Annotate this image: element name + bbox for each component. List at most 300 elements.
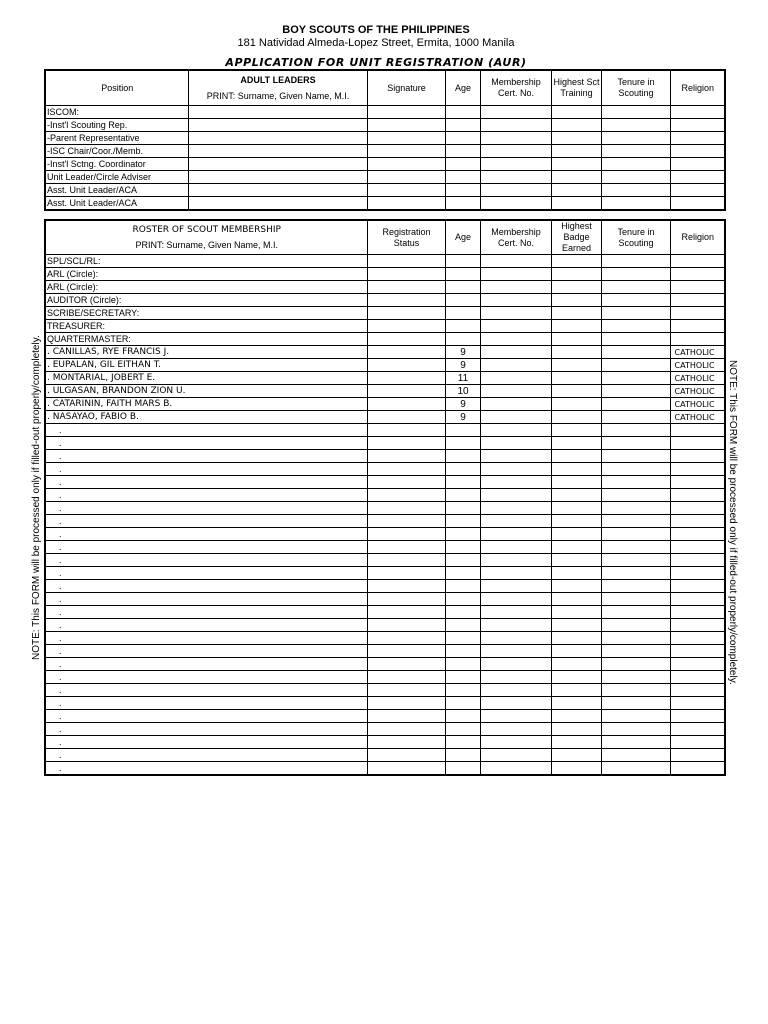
membership-field[interactable]: [480, 515, 551, 528]
training-field[interactable]: [551, 145, 601, 158]
tenure-field[interactable]: [601, 658, 670, 671]
age-field[interactable]: [445, 554, 480, 567]
signature-field[interactable]: [367, 158, 445, 171]
age-field[interactable]: [445, 437, 480, 450]
religion-field[interactable]: [670, 268, 725, 281]
tenure-field[interactable]: [601, 385, 670, 398]
membership-field[interactable]: [480, 255, 551, 268]
age-field[interactable]: [445, 762, 480, 776]
training-field[interactable]: [551, 119, 601, 132]
tenure-field[interactable]: [601, 294, 670, 307]
age-field[interactable]: [445, 567, 480, 580]
badge-field[interactable]: [551, 580, 601, 593]
membership-field[interactable]: [480, 411, 551, 424]
membership-field[interactable]: [480, 158, 551, 171]
age-field[interactable]: [445, 255, 480, 268]
tenure-field[interactable]: [601, 502, 670, 515]
age-field[interactable]: [445, 333, 480, 346]
scout-name-field[interactable]: .: [45, 619, 367, 632]
age-field[interactable]: [445, 307, 480, 320]
membership-field[interactable]: [480, 268, 551, 281]
membership-field[interactable]: [480, 119, 551, 132]
membership-field[interactable]: [480, 359, 551, 372]
tenure-field[interactable]: [601, 476, 670, 489]
registration-status-field[interactable]: [367, 476, 445, 489]
religion-field[interactable]: [670, 710, 725, 723]
badge-field[interactable]: [551, 541, 601, 554]
scout-name-field[interactable]: . NASAYAO, FABIO B.: [45, 411, 367, 424]
tenure-field[interactable]: [601, 255, 670, 268]
registration-status-field[interactable]: [367, 697, 445, 710]
membership-field[interactable]: [480, 554, 551, 567]
age-field[interactable]: 10: [445, 385, 480, 398]
badge-field[interactable]: [551, 502, 601, 515]
scout-name-field[interactable]: .: [45, 606, 367, 619]
membership-field[interactable]: [480, 171, 551, 184]
religion-field[interactable]: [670, 697, 725, 710]
age-field[interactable]: [445, 632, 480, 645]
age-field[interactable]: [445, 132, 480, 145]
badge-field[interactable]: [551, 307, 601, 320]
age-field[interactable]: [445, 541, 480, 554]
religion-field[interactable]: [670, 463, 725, 476]
religion-field[interactable]: [670, 528, 725, 541]
religion-field[interactable]: [670, 736, 725, 749]
registration-status-field[interactable]: [367, 502, 445, 515]
badge-field[interactable]: [551, 697, 601, 710]
leader-name-field[interactable]: [188, 106, 367, 119]
religion-field[interactable]: [670, 171, 725, 184]
membership-field[interactable]: [480, 372, 551, 385]
membership-field[interactable]: [480, 684, 551, 697]
age-field[interactable]: [445, 145, 480, 158]
leader-name-field[interactable]: [188, 145, 367, 158]
registration-status-field[interactable]: [367, 437, 445, 450]
registration-status-field[interactable]: [367, 567, 445, 580]
badge-field[interactable]: [551, 554, 601, 567]
membership-field[interactable]: [480, 580, 551, 593]
tenure-field[interactable]: [601, 268, 670, 281]
age-field[interactable]: [445, 619, 480, 632]
registration-status-field[interactable]: [367, 645, 445, 658]
age-field[interactable]: [445, 106, 480, 119]
registration-status-field[interactable]: [367, 593, 445, 606]
tenure-field[interactable]: [601, 320, 670, 333]
registration-status-field[interactable]: [367, 307, 445, 320]
badge-field[interactable]: [551, 567, 601, 580]
registration-status-field[interactable]: [367, 762, 445, 776]
scout-name-field[interactable]: .: [45, 632, 367, 645]
scout-name-field[interactable]: .: [45, 489, 367, 502]
tenure-field[interactable]: [601, 106, 670, 119]
membership-field[interactable]: [480, 463, 551, 476]
training-field[interactable]: [551, 106, 601, 119]
membership-field[interactable]: [480, 333, 551, 346]
scout-name-field[interactable]: .: [45, 580, 367, 593]
age-field[interactable]: [445, 593, 480, 606]
religion-field[interactable]: [670, 541, 725, 554]
registration-status-field[interactable]: [367, 424, 445, 437]
age-field[interactable]: [445, 658, 480, 671]
membership-field[interactable]: [480, 606, 551, 619]
tenure-field[interactable]: [601, 372, 670, 385]
badge-field[interactable]: [551, 749, 601, 762]
leader-name-field[interactable]: [188, 158, 367, 171]
scout-name-field[interactable]: . EUPALAN, GIL EITHAN T.: [45, 359, 367, 372]
religion-field[interactable]: [670, 333, 725, 346]
tenure-field[interactable]: [601, 684, 670, 697]
signature-field[interactable]: [367, 184, 445, 197]
signature-field[interactable]: [367, 132, 445, 145]
registration-status-field[interactable]: [367, 658, 445, 671]
membership-field[interactable]: [480, 528, 551, 541]
age-field[interactable]: [445, 671, 480, 684]
membership-field[interactable]: [480, 437, 551, 450]
registration-status-field[interactable]: [367, 541, 445, 554]
scout-name-field[interactable]: AUDITOR (Circle):: [45, 294, 367, 307]
membership-field[interactable]: [480, 132, 551, 145]
membership-field[interactable]: [480, 476, 551, 489]
age-field[interactable]: [445, 736, 480, 749]
scout-name-field[interactable]: SCRIBE/SECRETARY:: [45, 307, 367, 320]
badge-field[interactable]: [551, 593, 601, 606]
religion-field[interactable]: [670, 606, 725, 619]
registration-status-field[interactable]: [367, 255, 445, 268]
registration-status-field[interactable]: [367, 489, 445, 502]
age-field[interactable]: [445, 171, 480, 184]
registration-status-field[interactable]: [367, 619, 445, 632]
religion-field[interactable]: [670, 567, 725, 580]
tenure-field[interactable]: [601, 450, 670, 463]
scout-name-field[interactable]: .: [45, 554, 367, 567]
membership-field[interactable]: [480, 710, 551, 723]
scout-name-field[interactable]: .: [45, 567, 367, 580]
religion-field[interactable]: [670, 502, 725, 515]
scout-name-field[interactable]: ARL (Circle):: [45, 268, 367, 281]
scout-name-field[interactable]: .: [45, 762, 367, 776]
scout-name-field[interactable]: .: [45, 437, 367, 450]
scout-name-field[interactable]: TREASURER:: [45, 320, 367, 333]
age-field[interactable]: [445, 424, 480, 437]
scout-name-field[interactable]: . ULGASAN, BRANDON ZION U.: [45, 385, 367, 398]
tenure-field[interactable]: [601, 281, 670, 294]
badge-field[interactable]: [551, 723, 601, 736]
age-field[interactable]: [445, 463, 480, 476]
membership-field[interactable]: [480, 645, 551, 658]
religion-field[interactable]: [670, 424, 725, 437]
scout-name-field[interactable]: .: [45, 645, 367, 658]
membership-field[interactable]: [480, 307, 551, 320]
registration-status-field[interactable]: [367, 463, 445, 476]
scout-name-field[interactable]: .: [45, 515, 367, 528]
tenure-field[interactable]: [601, 723, 670, 736]
age-field[interactable]: [445, 476, 480, 489]
badge-field[interactable]: [551, 359, 601, 372]
membership-field[interactable]: [480, 450, 551, 463]
scout-name-field[interactable]: .: [45, 658, 367, 671]
scout-name-field[interactable]: .: [45, 528, 367, 541]
religion-field[interactable]: [670, 723, 725, 736]
registration-status-field[interactable]: [367, 749, 445, 762]
religion-field[interactable]: [670, 132, 725, 145]
badge-field[interactable]: [551, 255, 601, 268]
scout-name-field[interactable]: .: [45, 424, 367, 437]
signature-field[interactable]: [367, 106, 445, 119]
age-field[interactable]: [445, 710, 480, 723]
age-field[interactable]: [445, 119, 480, 132]
tenure-field[interactable]: [601, 359, 670, 372]
badge-field[interactable]: [551, 372, 601, 385]
registration-status-field[interactable]: [367, 372, 445, 385]
badge-field[interactable]: [551, 632, 601, 645]
signature-field[interactable]: [367, 145, 445, 158]
tenure-field[interactable]: [601, 424, 670, 437]
membership-field[interactable]: [480, 184, 551, 197]
membership-field[interactable]: [480, 145, 551, 158]
religion-field[interactable]: [670, 554, 725, 567]
scout-name-field[interactable]: .: [45, 710, 367, 723]
scout-name-field[interactable]: . CANILLAS, RYE FRANCIS J.: [45, 346, 367, 359]
age-field[interactable]: [445, 281, 480, 294]
badge-field[interactable]: [551, 684, 601, 697]
registration-status-field[interactable]: [367, 515, 445, 528]
training-field[interactable]: [551, 197, 601, 211]
badge-field[interactable]: [551, 268, 601, 281]
training-field[interactable]: [551, 171, 601, 184]
scout-name-field[interactable]: .: [45, 476, 367, 489]
age-field[interactable]: [445, 580, 480, 593]
membership-field[interactable]: [480, 502, 551, 515]
religion-field[interactable]: [670, 619, 725, 632]
religion-field[interactable]: [670, 437, 725, 450]
badge-field[interactable]: [551, 437, 601, 450]
religion-field[interactable]: [670, 749, 725, 762]
tenure-field[interactable]: [601, 489, 670, 502]
leader-name-field[interactable]: [188, 197, 367, 211]
religion-field[interactable]: [670, 671, 725, 684]
membership-field[interactable]: [480, 723, 551, 736]
scout-name-field[interactable]: .: [45, 749, 367, 762]
age-field[interactable]: [445, 320, 480, 333]
registration-status-field[interactable]: [367, 320, 445, 333]
tenure-field[interactable]: [601, 528, 670, 541]
religion-field[interactable]: [670, 197, 725, 211]
leader-name-field[interactable]: [188, 171, 367, 184]
tenure-field[interactable]: [601, 710, 670, 723]
religion-field[interactable]: [670, 294, 725, 307]
religion-field[interactable]: [670, 255, 725, 268]
registration-status-field[interactable]: [367, 528, 445, 541]
membership-field[interactable]: [480, 567, 551, 580]
registration-status-field[interactable]: [367, 333, 445, 346]
leader-name-field[interactable]: [188, 119, 367, 132]
tenure-field[interactable]: [601, 736, 670, 749]
badge-field[interactable]: [551, 281, 601, 294]
age-field[interactable]: [445, 158, 480, 171]
badge-field[interactable]: [551, 619, 601, 632]
registration-status-field[interactable]: [367, 684, 445, 697]
scout-name-field[interactable]: .: [45, 723, 367, 736]
membership-field[interactable]: [480, 632, 551, 645]
tenure-field[interactable]: [601, 762, 670, 776]
badge-field[interactable]: [551, 515, 601, 528]
training-field[interactable]: [551, 158, 601, 171]
badge-field[interactable]: [551, 645, 601, 658]
membership-field[interactable]: [480, 749, 551, 762]
training-field[interactable]: [551, 184, 601, 197]
religion-field[interactable]: CATHOLIC: [670, 346, 725, 359]
scout-name-field[interactable]: .: [45, 541, 367, 554]
membership-field[interactable]: [480, 593, 551, 606]
scout-name-field[interactable]: . MONTARIAL, JOBERT E.: [45, 372, 367, 385]
membership-field[interactable]: [480, 106, 551, 119]
badge-field[interactable]: [551, 476, 601, 489]
registration-status-field[interactable]: [367, 671, 445, 684]
tenure-field[interactable]: [601, 437, 670, 450]
tenure-field[interactable]: [601, 554, 670, 567]
registration-status-field[interactable]: [367, 710, 445, 723]
registration-status-field[interactable]: [367, 736, 445, 749]
badge-field[interactable]: [551, 333, 601, 346]
age-field[interactable]: [445, 489, 480, 502]
scout-name-field[interactable]: .: [45, 463, 367, 476]
membership-field[interactable]: [480, 424, 551, 437]
tenure-field[interactable]: [601, 619, 670, 632]
membership-field[interactable]: [480, 489, 551, 502]
signature-field[interactable]: [367, 119, 445, 132]
badge-field[interactable]: [551, 489, 601, 502]
badge-field[interactable]: [551, 411, 601, 424]
age-field[interactable]: [445, 197, 480, 211]
age-field[interactable]: [445, 606, 480, 619]
membership-field[interactable]: [480, 541, 551, 554]
tenure-field[interactable]: [601, 346, 670, 359]
scout-name-field[interactable]: SPL/SCL/RL:: [45, 255, 367, 268]
religion-field[interactable]: [670, 632, 725, 645]
religion-field[interactable]: [670, 515, 725, 528]
training-field[interactable]: [551, 132, 601, 145]
religion-field[interactable]: CATHOLIC: [670, 411, 725, 424]
religion-field[interactable]: [670, 450, 725, 463]
tenure-field[interactable]: [601, 671, 670, 684]
badge-field[interactable]: [551, 528, 601, 541]
membership-field[interactable]: [480, 398, 551, 411]
age-field[interactable]: [445, 184, 480, 197]
membership-field[interactable]: [480, 736, 551, 749]
tenure-field[interactable]: [601, 184, 670, 197]
age-field[interactable]: [445, 515, 480, 528]
age-field[interactable]: [445, 723, 480, 736]
religion-field[interactable]: CATHOLIC: [670, 372, 725, 385]
religion-field[interactable]: [670, 119, 725, 132]
badge-field[interactable]: [551, 606, 601, 619]
tenure-field[interactable]: [601, 463, 670, 476]
scout-name-field[interactable]: .: [45, 684, 367, 697]
membership-field[interactable]: [480, 294, 551, 307]
tenure-field[interactable]: [601, 632, 670, 645]
religion-field[interactable]: [670, 593, 725, 606]
membership-field[interactable]: [480, 346, 551, 359]
tenure-field[interactable]: [601, 606, 670, 619]
membership-field[interactable]: [480, 658, 551, 671]
scout-name-field[interactable]: .: [45, 593, 367, 606]
religion-field[interactable]: [670, 158, 725, 171]
badge-field[interactable]: [551, 450, 601, 463]
badge-field[interactable]: [551, 671, 601, 684]
religion-field[interactable]: [670, 145, 725, 158]
tenure-field[interactable]: [601, 171, 670, 184]
membership-field[interactable]: [480, 697, 551, 710]
registration-status-field[interactable]: [367, 398, 445, 411]
membership-field[interactable]: [480, 619, 551, 632]
tenure-field[interactable]: [601, 307, 670, 320]
membership-field[interactable]: [480, 385, 551, 398]
tenure-field[interactable]: [601, 119, 670, 132]
age-field[interactable]: [445, 684, 480, 697]
tenure-field[interactable]: [601, 197, 670, 211]
religion-field[interactable]: [670, 489, 725, 502]
scout-name-field[interactable]: .: [45, 697, 367, 710]
tenure-field[interactable]: [601, 593, 670, 606]
religion-field[interactable]: [670, 658, 725, 671]
badge-field[interactable]: [551, 736, 601, 749]
age-field[interactable]: [445, 528, 480, 541]
age-field[interactable]: [445, 294, 480, 307]
age-field[interactable]: 9: [445, 346, 480, 359]
tenure-field[interactable]: [601, 645, 670, 658]
religion-field[interactable]: CATHOLIC: [670, 385, 725, 398]
registration-status-field[interactable]: [367, 606, 445, 619]
age-field[interactable]: [445, 502, 480, 515]
membership-field[interactable]: [480, 762, 551, 776]
religion-field[interactable]: [670, 762, 725, 776]
leader-name-field[interactable]: [188, 184, 367, 197]
religion-field[interactable]: [670, 184, 725, 197]
religion-field[interactable]: [670, 645, 725, 658]
age-field[interactable]: [445, 749, 480, 762]
registration-status-field[interactable]: [367, 554, 445, 567]
tenure-field[interactable]: [601, 132, 670, 145]
age-field[interactable]: 9: [445, 398, 480, 411]
registration-status-field[interactable]: [367, 346, 445, 359]
age-field[interactable]: [445, 697, 480, 710]
age-field[interactable]: [445, 450, 480, 463]
religion-field[interactable]: [670, 684, 725, 697]
religion-field[interactable]: [670, 476, 725, 489]
badge-field[interactable]: [551, 424, 601, 437]
scout-name-field[interactable]: QUARTERMASTER:: [45, 333, 367, 346]
membership-field[interactable]: [480, 281, 551, 294]
tenure-field[interactable]: [601, 145, 670, 158]
religion-field[interactable]: [670, 307, 725, 320]
registration-status-field[interactable]: [367, 294, 445, 307]
registration-status-field[interactable]: [367, 450, 445, 463]
badge-field[interactable]: [551, 385, 601, 398]
registration-status-field[interactable]: [367, 359, 445, 372]
registration-status-field[interactable]: [367, 580, 445, 593]
membership-field[interactable]: [480, 197, 551, 211]
registration-status-field[interactable]: [367, 632, 445, 645]
tenure-field[interactable]: [601, 580, 670, 593]
tenure-field[interactable]: [601, 411, 670, 424]
tenure-field[interactable]: [601, 697, 670, 710]
scout-name-field[interactable]: . CATARININ, FAITH MARS B.: [45, 398, 367, 411]
religion-field[interactable]: [670, 320, 725, 333]
registration-status-field[interactable]: [367, 411, 445, 424]
tenure-field[interactable]: [601, 333, 670, 346]
membership-field[interactable]: [480, 671, 551, 684]
signature-field[interactable]: [367, 171, 445, 184]
